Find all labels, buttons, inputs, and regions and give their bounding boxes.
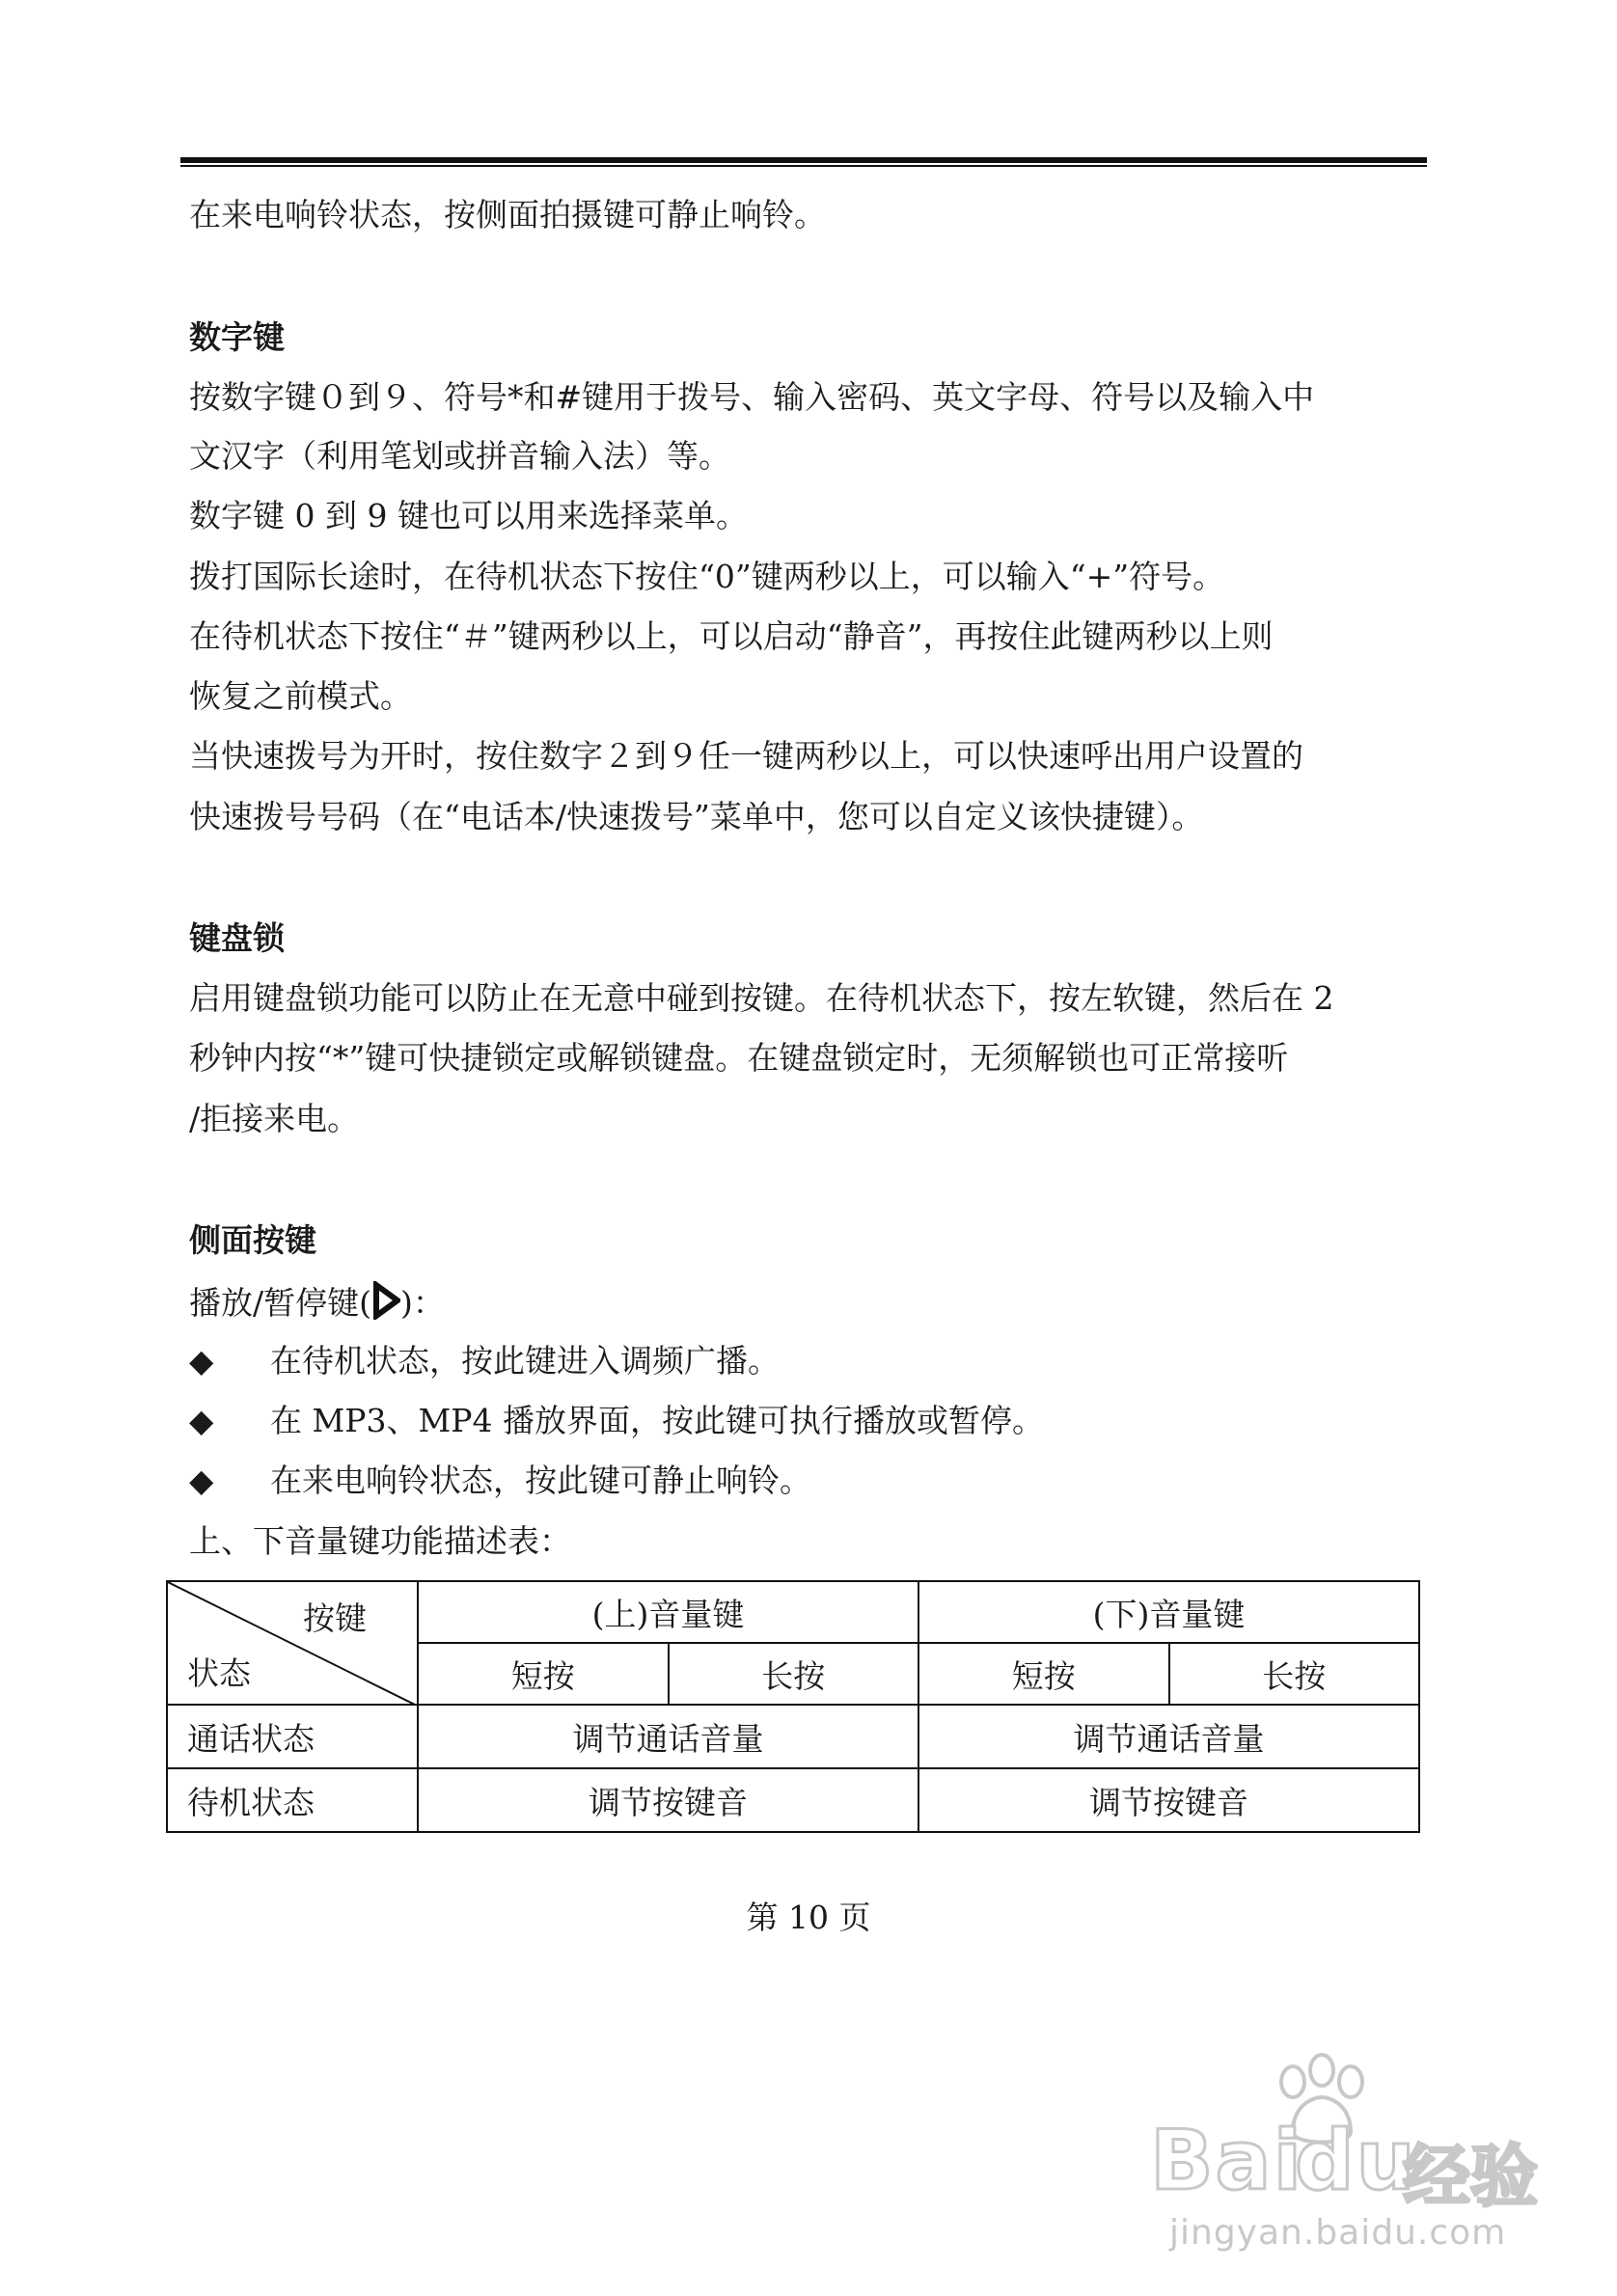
watermark-brand-cn: 经验 <box>1403 2137 1538 2216</box>
numkeys-line-1: 按数字键０到９、符号*和#键用于拨号、输入密码、英文字母、符号以及输入中 <box>189 378 1315 416</box>
play-icon <box>371 1281 400 1320</box>
play-pause-label-post: )： <box>400 1284 445 1322</box>
diamond-bullet-icon: ◆ <box>189 1402 214 1439</box>
up-short-press-header: 短按 <box>418 1643 669 1705</box>
bullet-text-1: 在待机状态，按此键进入调频广播。 <box>270 1342 780 1380</box>
volume-key-table <box>166 1580 1420 1833</box>
diamond-bullet-icon: ◆ <box>189 1462 214 1499</box>
table-header-row <box>167 1581 1419 1643</box>
bullet-text-3: 在来电响铃状态，按此键可静止响铃。 <box>270 1462 811 1499</box>
down-action-cell: 调节按键音 <box>918 1768 1419 1832</box>
up-action-cell: 调节按键音 <box>418 1768 918 1832</box>
down-long-press-header: 长按 <box>1169 1643 1420 1705</box>
play-pause-label <box>189 1281 445 1323</box>
corner-state-label: 状态 <box>187 1654 251 1692</box>
intro-text: 在来电响铃状态，按侧面拍摄键可静止响铃。 <box>189 196 826 233</box>
up-long-press-header: 长按 <box>669 1643 919 1705</box>
page-number: 第 10 页 <box>746 1899 871 1936</box>
bullet-item-1 <box>189 1342 780 1380</box>
down-short-press-header: 短按 <box>918 1643 1169 1705</box>
numkeys-line-7: 当快速拨号为开时，按住数字２到９任一键两秒以上，可以快速呼出用户设置的 <box>189 737 1303 775</box>
bullet-text-2: 在 MP3、MP4 播放界面，按此键可执行播放或暂停。 <box>270 1402 1044 1439</box>
corner-key-label: 按键 <box>303 1599 367 1637</box>
table-corner-cell <box>167 1581 418 1705</box>
table-caption: 上、下音量键功能描述表： <box>189 1522 571 1560</box>
state-cell: 通话状态 <box>167 1705 418 1768</box>
numkeys-line-6: 恢复之前模式。 <box>189 677 412 715</box>
numkeys-line-5: 在待机状态下按住“＃”键两秒以上，可以启动“静音”，再按住此键两秒以上则 <box>189 617 1274 655</box>
state-cell: 待机状态 <box>167 1768 418 1832</box>
up-volume-header: (上)音量键 <box>418 1581 918 1643</box>
bullet-item-2 <box>189 1402 1044 1440</box>
keylock-line-1: 启用键盘锁功能可以防止在无意中碰到按键。在待机状态下，按左软键，然后在 2 <box>189 979 1334 1017</box>
keylock-line-3: /拒接来电。 <box>189 1100 360 1137</box>
keylock-line-2: 秒钟内按“*”键可快捷锁定或解锁键盘。在键盘锁定时，无须解锁也可正常接听 <box>189 1039 1289 1077</box>
keylock-heading: 键盘锁 <box>189 919 285 957</box>
down-volume-header: (下)音量键 <box>918 1581 1419 1643</box>
bullet-item-3 <box>189 1462 811 1500</box>
numkeys-heading: 数字键 <box>189 318 285 356</box>
table-row <box>167 1768 1419 1832</box>
baidu-jingyan-watermark <box>1150 2053 1555 2255</box>
watermark-brand-du: du <box>1295 2113 1417 2209</box>
down-action-cell: 调节通话音量 <box>918 1705 1419 1768</box>
header-rule <box>180 157 1427 163</box>
sidekeys-heading: 侧面按键 <box>189 1221 316 1259</box>
play-pause-label-pre: 播放/暂停键( <box>189 1284 371 1322</box>
numkeys-line-4: 拨打国际长途时，在待机状态下按住“0”键两秒以上，可以输入“+”符号。 <box>189 558 1225 595</box>
numkeys-line-8: 快速拨号号码（在“电话本/快速拨号”菜单中，您可以自定义该快捷键）。 <box>189 798 1204 835</box>
numkeys-line-2: 文汉字（利用笔划或拼音输入法）等。 <box>189 437 730 475</box>
up-action-cell: 调节通话音量 <box>418 1705 918 1768</box>
numkeys-line-3: 数字键 0 到 9 键也可以用来选择菜单。 <box>189 497 748 534</box>
watermark-url: jingyan.baidu.com <box>1169 2213 1507 2253</box>
diamond-bullet-icon: ◆ <box>189 1342 214 1380</box>
table-row <box>167 1705 1419 1768</box>
watermark-brand-bai: Bai <box>1150 2113 1304 2209</box>
